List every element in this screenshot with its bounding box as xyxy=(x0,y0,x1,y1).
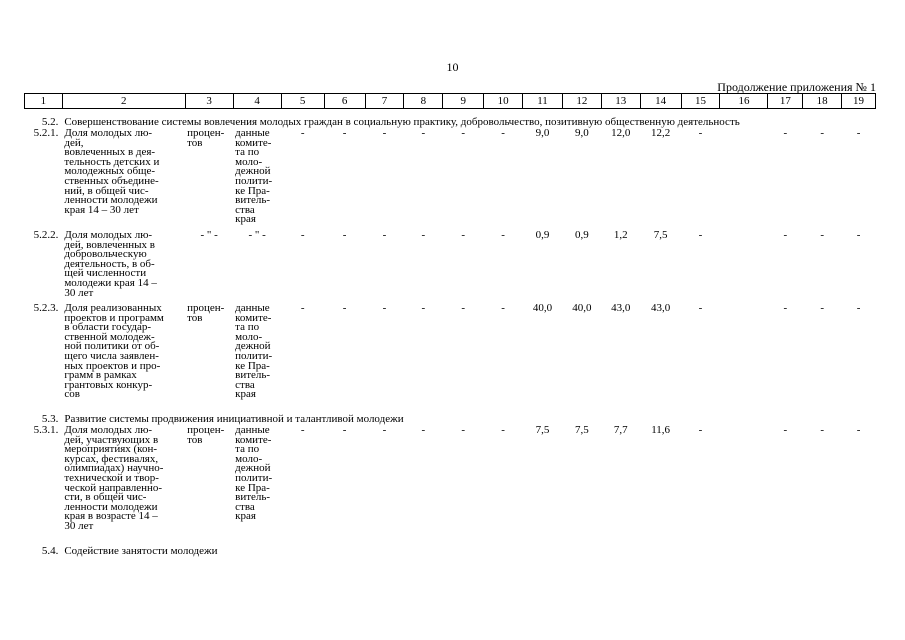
indicator-name-line: тельность детских и xyxy=(64,155,160,168)
indicator-unit-line: процен- xyxy=(187,302,225,315)
indicator-source xyxy=(233,129,281,225)
indicator-value-col-17: - xyxy=(783,127,788,139)
indicator-unit-line: тов xyxy=(187,136,203,149)
indicator-name xyxy=(62,228,185,299)
indicator-value-col-13: 7,7 xyxy=(613,424,628,437)
indicator-value-col-15: - xyxy=(698,228,703,241)
indicator-value-col-10: - xyxy=(501,302,505,315)
column-number-9: 9 xyxy=(443,94,484,109)
indicator-source-line: края xyxy=(235,510,256,523)
indicator-value-col-18: - xyxy=(820,228,825,241)
indicator-name-line: 30 лет xyxy=(64,519,94,532)
indicator-source-line: данные xyxy=(235,424,270,437)
indicator-source-line: ства xyxy=(235,500,255,513)
indicator-unit-line: - " - xyxy=(200,228,218,241)
indicator-name-line: щей численности xyxy=(64,267,147,280)
indicator-table xyxy=(24,93,876,558)
indicator-value-col-8: - xyxy=(421,127,426,139)
indicator-code: 5.2.3. xyxy=(33,302,59,315)
indicator-value-col-19: - xyxy=(856,302,861,315)
indicator-source-line: края xyxy=(235,388,256,401)
column-number-11: 11 xyxy=(523,94,563,109)
column-number-8: 8 xyxy=(404,94,443,109)
indicator-value-col-12: 0,9 xyxy=(574,228,589,241)
continuation-note: Продолжение приложения № 1 xyxy=(717,80,876,94)
indicator-source-line: та по xyxy=(235,443,260,456)
indicator-name-line: Доля реализованных xyxy=(64,302,162,315)
column-number-14: 14 xyxy=(640,94,681,109)
indicator-name-line: ленности молодежи xyxy=(64,194,158,207)
indicator-value-col-6: - xyxy=(342,302,347,315)
indicator-name-line: технической и твор- xyxy=(64,472,159,484)
section-heading-row xyxy=(25,115,876,129)
column-number-16: 16 xyxy=(720,94,768,109)
indicator-value-col-8: - xyxy=(421,424,426,437)
indicator-name-line: щего числа заявлен- xyxy=(64,350,159,363)
indicator-name-line: ственной молодеж- xyxy=(64,330,155,343)
indicator-name-line: в области государ- xyxy=(64,321,152,334)
indicator-name-line: Доля молодых лю- xyxy=(64,127,153,139)
indicator-value-col-10: - xyxy=(501,127,505,139)
indicator-name xyxy=(62,129,185,225)
indicator-name-line: края 14 – 30 лет xyxy=(64,203,139,216)
indicator-value-col-15: - xyxy=(698,302,703,315)
indicator-value-col-12: 7,5 xyxy=(574,424,589,437)
column-number-3: 3 xyxy=(185,94,233,109)
indicator-unit-line: процен- xyxy=(187,424,225,437)
indicator-name-line: деятельность, в об- xyxy=(64,257,155,270)
indicator-value-col-9: - xyxy=(461,302,466,315)
indicator-name-line: дей, вовлеченных в xyxy=(64,238,155,251)
indicator-value-col-16 xyxy=(720,426,768,532)
indicator-name-line: ных проектов и про- xyxy=(64,359,161,372)
indicator-source-line: ке Пра- xyxy=(235,184,270,197)
indicator-value-col-7: - xyxy=(382,302,387,315)
indicator-unit-line: процен- xyxy=(187,127,225,139)
indicator-value-col-11: 0,9 xyxy=(535,228,550,241)
indicator-value-col-19: - xyxy=(856,228,861,241)
indicator-source-line: ства xyxy=(235,203,255,216)
indicator-name xyxy=(62,426,185,532)
indicator-value-col-11: 9,0 xyxy=(535,127,550,139)
indicator-name-line: грамм в рамках xyxy=(64,369,137,382)
indicator-source-line: моло- xyxy=(235,330,263,343)
indicator-value-col-9: - xyxy=(461,127,466,139)
indicator-value-col-8: - xyxy=(421,302,426,315)
indicator-value-col-10: - xyxy=(501,424,505,437)
indicator-value-col-13: 12,0 xyxy=(611,127,631,139)
indicator-name-line: дей, участвующих в xyxy=(64,433,159,446)
indicator-name-line: ленности молодежи xyxy=(64,500,158,513)
indicator-value-col-17: - xyxy=(783,302,788,315)
indicator-source-line: дежной xyxy=(235,165,271,178)
indicator-code: 5.3.1. xyxy=(33,424,59,437)
indicator-unit xyxy=(185,228,233,298)
indicator-source-line: комите- xyxy=(235,433,272,446)
indicator-unit xyxy=(185,426,233,532)
section-code: 5.3. xyxy=(41,413,59,426)
section-code: 5.2. xyxy=(41,116,59,128)
indicator-value-col-13: 43,0 xyxy=(611,302,631,315)
indicator-value-col-19: - xyxy=(856,127,861,139)
indicator-name-line: ческой направленно- xyxy=(64,481,163,494)
section-title: Совершенствование системы вовлечения молодых граждан в социальную практику, добровольчество, позитивную общественную деятельность xyxy=(64,116,740,128)
indicator-name-line: 30 лет xyxy=(64,286,94,299)
indicator-source-line: ства xyxy=(235,378,255,391)
indicator-source-line: данные xyxy=(235,127,270,139)
indicator-code: 5.2.2. xyxy=(33,228,59,241)
column-number-5: 5 xyxy=(281,94,324,109)
section-title: Содействие занятости молодежи xyxy=(64,544,218,557)
indicator-source-line: - " - xyxy=(248,228,266,241)
column-number-17: 17 xyxy=(768,94,803,109)
indicator-value-col-18: - xyxy=(820,127,825,139)
indicator-row xyxy=(25,304,876,400)
indicator-source-line: полити- xyxy=(235,174,273,187)
indicator-value-col-19: - xyxy=(856,424,861,437)
column-number-1: 1 xyxy=(25,94,63,109)
indicator-unit-line: тов xyxy=(187,433,203,446)
section-title: Развитие системы продвижения инициативной и талантливой молодежи xyxy=(64,413,404,426)
indicator-source xyxy=(233,228,281,298)
indicator-code: 5.2.1. xyxy=(33,127,59,139)
indicator-value-col-9: - xyxy=(461,228,466,241)
indicator-name-line: края в возрасте 14 – xyxy=(64,510,158,523)
column-number-15: 15 xyxy=(681,94,720,109)
indicator-value-col-13: 1,2 xyxy=(613,228,628,241)
indicator-name-line: ной политики от об- xyxy=(64,340,160,353)
indicator-value-col-11: 40,0 xyxy=(532,302,553,315)
section-heading-row xyxy=(25,544,876,558)
indicator-source-line: дежной xyxy=(235,340,271,353)
section-code: 5.4. xyxy=(41,544,59,557)
indicator-row xyxy=(25,426,876,532)
indicator-name-line: курсах, фестивалях, xyxy=(64,452,159,465)
section-heading-row xyxy=(25,412,876,426)
indicator-value-col-14: 11,6 xyxy=(651,424,671,437)
indicator-source-line: комите- xyxy=(235,311,272,324)
indicator-value-col-15: - xyxy=(698,424,703,437)
indicator-unit xyxy=(185,129,233,225)
indicator-value-col-5: - xyxy=(300,228,305,241)
indicator-source-line: витель- xyxy=(235,369,271,382)
indicator-row xyxy=(25,231,876,298)
indicator-value-col-5: - xyxy=(300,424,305,437)
column-number-13: 13 xyxy=(601,94,640,109)
column-number-12: 12 xyxy=(562,94,601,109)
indicator-name-line: ственных объедине- xyxy=(64,174,159,187)
indicator-source-line: края xyxy=(235,213,256,226)
indicator-value-col-10: - xyxy=(501,228,505,241)
indicator-value-col-12: 40,0 xyxy=(572,302,592,315)
indicator-source-line: моло- xyxy=(235,155,263,168)
indicator-source-line: ке Пра- xyxy=(235,359,270,372)
column-number-7: 7 xyxy=(365,94,404,109)
indicator-source-line: витель- xyxy=(235,194,271,207)
indicator-unit-line: тов xyxy=(187,311,203,324)
column-number-18: 18 xyxy=(803,94,842,109)
indicator-unit xyxy=(185,304,233,400)
indicator-source-line: та по xyxy=(235,146,260,159)
indicator-value-col-16 xyxy=(720,304,768,400)
indicator-value-col-9: - xyxy=(461,424,466,437)
indicator-value-col-6: - xyxy=(342,127,347,139)
indicator-value-col-12: 9,0 xyxy=(574,127,589,139)
indicator-value-col-11: 7,5 xyxy=(535,424,550,437)
table-body xyxy=(25,109,876,558)
indicator-source-line: данные xyxy=(235,302,270,315)
indicator-source-line: полити- xyxy=(235,350,273,363)
indicator-name-line: молодежных обще- xyxy=(64,165,156,178)
column-number-4: 4 xyxy=(233,94,281,109)
indicator-name-line: вовлеченных в дея- xyxy=(64,146,156,159)
indicator-name-line: сов xyxy=(64,388,80,401)
indicator-value-col-18: - xyxy=(820,302,825,315)
indicator-value-col-16 xyxy=(720,129,768,225)
column-number-10: 10 xyxy=(484,94,523,109)
indicator-value-col-14: 7,5 xyxy=(653,228,668,241)
indicator-name-line: дей, xyxy=(64,136,84,149)
indicator-value-col-18: - xyxy=(820,424,825,437)
indicator-name-line: Доля молодых лю- xyxy=(64,424,153,437)
indicator-source xyxy=(233,304,281,400)
indicator-name-line: молодежи края 14 – xyxy=(64,276,157,289)
indicator-value-col-16 xyxy=(720,231,768,298)
indicator-value-col-6: - xyxy=(342,424,347,437)
column-number-19: 19 xyxy=(842,94,876,109)
indicator-value-col-6: - xyxy=(342,228,347,241)
indicator-name-line: грантовых конкур- xyxy=(64,378,153,391)
column-number-2: 2 xyxy=(62,94,185,109)
indicator-row xyxy=(25,129,876,225)
indicator-source-line: моло- xyxy=(235,452,263,465)
column-number-6: 6 xyxy=(324,94,365,109)
indicator-source-line: комите- xyxy=(235,136,272,149)
indicator-source-line: полити- xyxy=(235,472,273,484)
indicator-value-col-7: - xyxy=(382,228,387,241)
indicator-name-line: Доля молодых лю- xyxy=(64,228,153,241)
indicator-source-line: дежной xyxy=(235,462,271,475)
indicator-name-line: олимпиадах) научно- xyxy=(64,462,164,475)
indicator-value-col-7: - xyxy=(382,424,387,437)
indicator-name-line: мероприятиях (кон- xyxy=(64,443,158,456)
indicator-value-col-14: 12,2 xyxy=(650,127,671,139)
indicator-value-col-7: - xyxy=(382,127,387,139)
indicator-name xyxy=(62,304,185,400)
indicator-name-line: добровольческую xyxy=(64,248,147,261)
indicator-value-col-17: - xyxy=(783,424,788,437)
indicator-source xyxy=(233,426,281,532)
indicator-value-col-5: - xyxy=(300,302,305,315)
indicator-source-line: ке Пра- xyxy=(235,481,270,494)
indicator-value-col-5: - xyxy=(300,127,305,139)
indicator-source-line: витель- xyxy=(235,491,271,504)
indicator-name-line: проектов и программ xyxy=(64,311,164,324)
page-number: 10 xyxy=(446,60,459,74)
indicator-value-col-8: - xyxy=(421,228,426,241)
indicator-source-line: та по xyxy=(235,321,260,334)
indicator-value-col-15: - xyxy=(698,127,703,139)
column-number-row xyxy=(25,94,876,109)
indicator-value-col-17: - xyxy=(783,228,788,241)
indicator-name-line: сти, в общей чис- xyxy=(64,491,147,504)
indicator-name-line: ний, в общей чис- xyxy=(64,184,149,197)
indicator-value-col-14: 43,0 xyxy=(650,302,671,315)
